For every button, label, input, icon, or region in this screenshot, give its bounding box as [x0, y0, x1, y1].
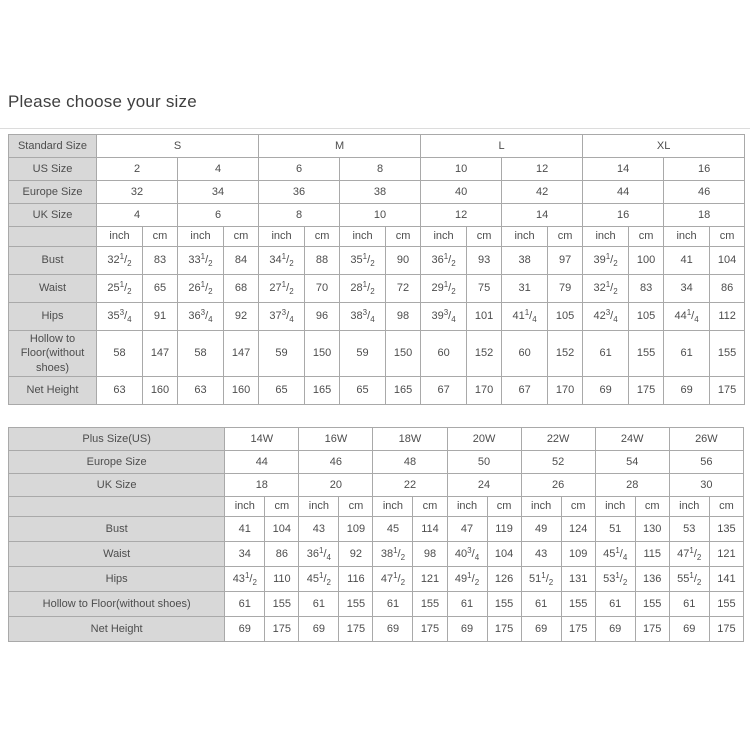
unit-cell: cm: [635, 496, 669, 516]
measurement-cell: 101: [467, 303, 502, 331]
measurement-cell: 86: [265, 541, 299, 566]
row-label: Europe Size: [9, 450, 225, 473]
unit-cell: cm: [143, 227, 178, 247]
measurement-cell: 155: [265, 591, 299, 616]
row-label: Waist: [9, 541, 225, 566]
measurement-cell: 31: [502, 275, 548, 303]
measurement-cell: 98: [386, 303, 421, 331]
measurement-cell: 104: [710, 247, 745, 275]
measurement-cell: 100: [629, 247, 664, 275]
measurement-cell: 69: [225, 616, 265, 641]
measurement-cell: 175: [487, 616, 521, 641]
measurement-cell: $38^1/_2$: [373, 541, 413, 566]
measurement-cell: 104: [265, 516, 299, 541]
size-value-cell: 22: [373, 473, 447, 496]
unit-cell: inch: [178, 227, 224, 247]
measurement-cell: 61: [373, 591, 413, 616]
measurement-cell: 61: [669, 591, 709, 616]
unit-cell: cm: [339, 496, 373, 516]
unit-cell: cm: [487, 496, 521, 516]
measurement-cell: 47: [447, 516, 487, 541]
size-value-cell: 46: [299, 450, 373, 473]
measurement-cell: 175: [629, 376, 664, 404]
row-label: Waist: [9, 275, 97, 303]
measurement-cell: 61: [595, 591, 635, 616]
size-value-cell: 52: [521, 450, 595, 473]
measurement-cell: 90: [386, 247, 421, 275]
unit-cell: inch: [595, 496, 635, 516]
unit-row: [9, 496, 744, 516]
measurement-cell: 130: [635, 516, 669, 541]
measurement-cell: 65: [340, 376, 386, 404]
measurement-cell: 112: [710, 303, 745, 331]
size-value-cell: 30: [669, 473, 743, 496]
row-label: Net Height: [9, 376, 97, 404]
size-value-cell: 6: [178, 204, 259, 227]
measurement-cell: 152: [467, 331, 502, 377]
measurement-cell: 45: [373, 516, 413, 541]
size-value-cell: 48: [373, 450, 447, 473]
size-value-cell: 38: [340, 181, 421, 204]
measurement-cell: $35^3/_4$: [97, 303, 143, 331]
measurement-cell: 114: [413, 516, 447, 541]
size-value-cell: 20W: [447, 427, 521, 450]
size-value-cell: 56: [669, 450, 743, 473]
measurement-cell: $32^1/_2$: [583, 275, 629, 303]
measurement-cell: 72: [386, 275, 421, 303]
size-value-cell: XL: [583, 135, 745, 158]
measurement-cell: $49^1/_2$: [447, 566, 487, 591]
measurement-cell: 175: [709, 616, 743, 641]
measurement-cell: 61: [664, 331, 710, 377]
measurement-cell: $38^3/_4$: [340, 303, 386, 331]
measurement-cell: $47^1/_2$: [669, 541, 709, 566]
unit-cell: cm: [467, 227, 502, 247]
measurement-cell: 170: [548, 376, 583, 404]
size-value-cell: 24W: [595, 427, 669, 450]
measurement-cell: 175: [561, 616, 595, 641]
measurement-row: [9, 247, 745, 275]
unit-cell: cm: [561, 496, 595, 516]
measurement-cell: 75: [467, 275, 502, 303]
measurement-cell: $55^1/_2$: [669, 566, 709, 591]
size-value-cell: S: [97, 135, 259, 158]
measurement-cell: $36^1/_2$: [421, 247, 467, 275]
unit-cell: inch: [421, 227, 467, 247]
row-label: Hollow to Floor(without shoes): [9, 331, 97, 377]
measurement-row: [9, 376, 745, 404]
size-value-cell: L: [421, 135, 583, 158]
size-value-cell: 18: [664, 204, 745, 227]
size-value-cell: 10: [340, 204, 421, 227]
measurement-cell: 150: [386, 331, 421, 377]
measurement-cell: 43: [521, 541, 561, 566]
unit-row: [9, 227, 745, 247]
unit-cell: inch: [521, 496, 561, 516]
unit-cell: inch: [447, 496, 487, 516]
measurement-cell: 93: [467, 247, 502, 275]
size-header-row: [9, 427, 744, 450]
row-label: Hips: [9, 566, 225, 591]
measurement-cell: 53: [669, 516, 709, 541]
measurement-cell: 51: [595, 516, 635, 541]
row-label: Bust: [9, 247, 97, 275]
measurement-cell: 96: [305, 303, 340, 331]
measurement-cell: 43: [299, 516, 339, 541]
size-value-cell: 6: [259, 158, 340, 181]
measurement-cell: 141: [709, 566, 743, 591]
size-value-cell: 12: [421, 204, 502, 227]
measurement-cell: 41: [225, 516, 265, 541]
size-value-cell: 4: [97, 204, 178, 227]
row-label: US Size: [9, 158, 97, 181]
unit-cell: inch: [669, 496, 709, 516]
unit-cell: cm: [265, 496, 299, 516]
measurement-cell: 59: [259, 331, 305, 377]
size-value-cell: 14: [583, 158, 664, 181]
measurement-cell: 91: [143, 303, 178, 331]
measurement-cell: 121: [413, 566, 447, 591]
row-label: [9, 227, 97, 247]
measurement-cell: $32^1/_2$: [97, 247, 143, 275]
measurement-cell: 67: [421, 376, 467, 404]
unit-cell: cm: [224, 227, 259, 247]
measurement-row: [9, 616, 744, 641]
measurement-cell: $34^1/_2$: [259, 247, 305, 275]
measurement-cell: 115: [635, 541, 669, 566]
measurement-cell: 155: [413, 591, 447, 616]
size-value-cell: 32: [97, 181, 178, 204]
measurement-cell: 155: [635, 591, 669, 616]
standard-size-table: [8, 134, 745, 405]
size-value-cell: 50: [447, 450, 521, 473]
size-header-row: [9, 450, 744, 473]
measurement-cell: 49: [521, 516, 561, 541]
measurement-cell: $43^1/_2$: [225, 566, 265, 591]
row-label: UK Size: [9, 204, 97, 227]
size-header-row: [9, 473, 744, 496]
measurement-cell: 109: [561, 541, 595, 566]
measurement-cell: 69: [595, 616, 635, 641]
row-label: [9, 496, 225, 516]
size-value-cell: 16: [664, 158, 745, 181]
measurement-cell: 136: [635, 566, 669, 591]
measurement-cell: 88: [305, 247, 340, 275]
measurement-row: [9, 541, 744, 566]
unit-cell: inch: [225, 496, 265, 516]
measurement-cell: 135: [709, 516, 743, 541]
size-value-cell: 54: [595, 450, 669, 473]
unit-cell: cm: [386, 227, 421, 247]
plus-size-table: [8, 427, 744, 642]
size-value-cell: 14: [502, 204, 583, 227]
measurement-cell: 105: [629, 303, 664, 331]
measurement-cell: $39^3/_4$: [421, 303, 467, 331]
measurement-cell: $27^1/_2$: [259, 275, 305, 303]
measurement-cell: 58: [97, 331, 143, 377]
measurement-cell: 155: [339, 591, 373, 616]
size-value-cell: M: [259, 135, 421, 158]
measurement-cell: 41: [664, 247, 710, 275]
measurement-cell: 126: [487, 566, 521, 591]
unit-cell: inch: [664, 227, 710, 247]
measurement-cell: 97: [548, 247, 583, 275]
measurement-cell: $47^1/_2$: [373, 566, 413, 591]
measurement-cell: 65: [259, 376, 305, 404]
measurement-cell: $29^1/_2$: [421, 275, 467, 303]
measurement-cell: $36^3/_4$: [178, 303, 224, 331]
size-value-cell: 42: [502, 181, 583, 204]
size-value-cell: 24: [447, 473, 521, 496]
measurement-cell: 155: [561, 591, 595, 616]
size-value-cell: 26W: [669, 427, 743, 450]
measurement-cell: 38: [502, 247, 548, 275]
measurement-cell: 155: [487, 591, 521, 616]
measurement-cell: 175: [265, 616, 299, 641]
measurement-cell: 34: [664, 275, 710, 303]
row-label: Plus Size(US): [9, 427, 225, 450]
size-value-cell: 18W: [373, 427, 447, 450]
measurement-cell: 152: [548, 331, 583, 377]
measurement-row: [9, 331, 745, 377]
row-label: UK Size: [9, 473, 225, 496]
measurement-cell: 147: [143, 331, 178, 377]
measurement-cell: 175: [635, 616, 669, 641]
measurement-cell: 170: [467, 376, 502, 404]
size-value-cell: 20: [299, 473, 373, 496]
row-label: Europe Size: [9, 181, 97, 204]
size-value-cell: 26: [521, 473, 595, 496]
size-value-cell: 40: [421, 181, 502, 204]
unit-cell: inch: [259, 227, 305, 247]
measurement-cell: 70: [305, 275, 340, 303]
unit-cell: inch: [340, 227, 386, 247]
measurement-cell: $25^1/_2$: [97, 275, 143, 303]
size-value-cell: 44: [225, 450, 299, 473]
size-value-cell: 16: [583, 204, 664, 227]
measurement-cell: $45^1/_4$: [595, 541, 635, 566]
measurement-cell: 98: [413, 541, 447, 566]
measurement-row: [9, 303, 745, 331]
measurement-cell: 59: [340, 331, 386, 377]
measurement-cell: 79: [548, 275, 583, 303]
measurement-cell: 69: [447, 616, 487, 641]
measurement-cell: 83: [629, 275, 664, 303]
size-value-cell: 36: [259, 181, 340, 204]
size-value-cell: 14W: [225, 427, 299, 450]
unit-cell: inch: [502, 227, 548, 247]
size-value-cell: 34: [178, 181, 259, 204]
measurement-cell: 110: [265, 566, 299, 591]
unit-cell: cm: [413, 496, 447, 516]
measurement-cell: 86: [710, 275, 745, 303]
measurement-cell: $41^1/_4$: [502, 303, 548, 331]
measurement-row: [9, 566, 744, 591]
row-label: Standard Size: [9, 135, 97, 158]
size-header-row: [9, 135, 745, 158]
measurement-cell: 175: [339, 616, 373, 641]
measurement-cell: 150: [305, 331, 340, 377]
measurement-cell: 61: [447, 591, 487, 616]
measurement-cell: 60: [502, 331, 548, 377]
row-label: Net Height: [9, 616, 225, 641]
measurement-cell: 92: [339, 541, 373, 566]
measurement-cell: 124: [561, 516, 595, 541]
measurement-cell: $53^1/_2$: [595, 566, 635, 591]
measurement-cell: 147: [224, 331, 259, 377]
divider-line: [0, 128, 750, 129]
measurement-cell: 83: [143, 247, 178, 275]
measurement-cell: $39^1/_2$: [583, 247, 629, 275]
size-header-row: [9, 181, 745, 204]
size-value-cell: 2: [97, 158, 178, 181]
row-label: Hips: [9, 303, 97, 331]
measurement-cell: 65: [143, 275, 178, 303]
measurement-cell: 119: [487, 516, 521, 541]
measurement-cell: $45^1/_2$: [299, 566, 339, 591]
measurement-cell: $51^1/_2$: [521, 566, 561, 591]
measurement-cell: 60: [421, 331, 467, 377]
measurement-cell: 104: [487, 541, 521, 566]
size-value-cell: 10: [421, 158, 502, 181]
measurement-cell: 69: [583, 376, 629, 404]
measurement-cell: $37^3/_4$: [259, 303, 305, 331]
measurement-cell: 131: [561, 566, 595, 591]
measurement-cell: 58: [178, 331, 224, 377]
measurement-cell: 69: [664, 376, 710, 404]
measurement-cell: $26^1/_2$: [178, 275, 224, 303]
row-label: Bust: [9, 516, 225, 541]
measurement-cell: 69: [521, 616, 561, 641]
unit-cell: inch: [583, 227, 629, 247]
size-value-cell: 16W: [299, 427, 373, 450]
measurement-cell: 155: [629, 331, 664, 377]
measurement-cell: $42^3/_4$: [583, 303, 629, 331]
unit-cell: cm: [548, 227, 583, 247]
measurement-cell: 155: [710, 331, 745, 377]
size-value-cell: 4: [178, 158, 259, 181]
measurement-row: [9, 516, 744, 541]
measurement-cell: 69: [299, 616, 339, 641]
measurement-cell: 165: [305, 376, 340, 404]
measurement-cell: 67: [502, 376, 548, 404]
size-value-cell: 22W: [521, 427, 595, 450]
measurement-cell: 63: [97, 376, 143, 404]
size-value-cell: 8: [340, 158, 421, 181]
unit-cell: cm: [305, 227, 340, 247]
size-value-cell: 46: [664, 181, 745, 204]
measurement-cell: 155: [709, 591, 743, 616]
measurement-cell: $36^1/_4$: [299, 541, 339, 566]
measurement-cell: 61: [299, 591, 339, 616]
unit-cell: cm: [629, 227, 664, 247]
size-header-row: [9, 204, 745, 227]
measurement-cell: $40^3/_4$: [447, 541, 487, 566]
measurement-cell: 61: [225, 591, 265, 616]
unit-cell: inch: [373, 496, 413, 516]
measurement-cell: 61: [521, 591, 561, 616]
measurement-cell: 63: [178, 376, 224, 404]
size-value-cell: 28: [595, 473, 669, 496]
size-header-row: [9, 158, 745, 181]
measurement-row: [9, 275, 745, 303]
size-value-cell: 8: [259, 204, 340, 227]
measurement-cell: 61: [583, 331, 629, 377]
measurement-cell: 121: [709, 541, 743, 566]
measurement-cell: 68: [224, 275, 259, 303]
unit-cell: inch: [299, 496, 339, 516]
size-value-cell: 44: [583, 181, 664, 204]
measurement-cell: $44^1/_4$: [664, 303, 710, 331]
measurement-cell: 165: [386, 376, 421, 404]
page-title: Please choose your size: [8, 92, 197, 111]
measurement-cell: 84: [224, 247, 259, 275]
measurement-cell: 175: [413, 616, 447, 641]
unit-cell: cm: [710, 227, 745, 247]
unit-cell: inch: [97, 227, 143, 247]
measurement-cell: 92: [224, 303, 259, 331]
measurement-cell: 160: [143, 376, 178, 404]
measurement-cell: 105: [548, 303, 583, 331]
measurement-cell: $28^1/_2$: [340, 275, 386, 303]
size-value-cell: 18: [225, 473, 299, 496]
row-label: Hollow to Floor(without shoes): [9, 591, 225, 616]
size-value-cell: 12: [502, 158, 583, 181]
measurement-cell: 69: [373, 616, 413, 641]
measurement-cell: $35^1/_2$: [340, 247, 386, 275]
unit-cell: cm: [709, 496, 743, 516]
measurement-cell: 116: [339, 566, 373, 591]
measurement-cell: 34: [225, 541, 265, 566]
measurement-cell: 160: [224, 376, 259, 404]
measurement-cell: 175: [710, 376, 745, 404]
measurement-cell: 109: [339, 516, 373, 541]
measurement-row: [9, 591, 744, 616]
measurement-cell: $33^1/_2$: [178, 247, 224, 275]
measurement-cell: 69: [669, 616, 709, 641]
